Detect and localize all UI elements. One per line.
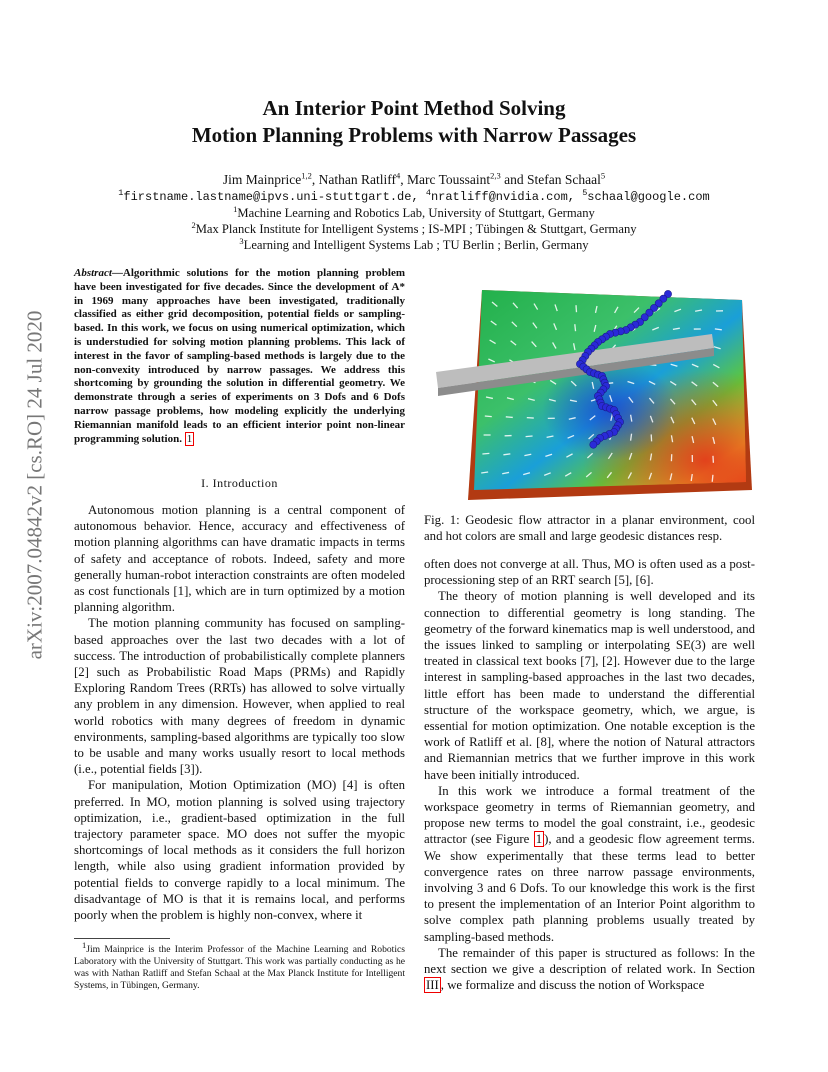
paragraph: For manipulation, Motion Optimization (MO) [4] is often preferred. In MO, motion planning is solved using trajectory optimization, i.e., gradient-based optimization in the full trajectory parameter space. MO does not suffer the myopic shortcomings of local methods as it considers the full horizon length, while also using gradient information provided by potential fields to converge rapidly to a local minimum. The disadvantage of MO is that it is remains local, and performs poorly when the problem is highly non-convex, where it: [74, 778, 405, 923]
author-name: Nathan Ratliff: [318, 172, 396, 187]
section-heading: I. Introduction: [201, 476, 278, 490]
author-name: Stefan Schaal: [527, 172, 601, 187]
affiliation-2: $^2$Max Planck Institute for Intelligent Systems ; IS-MPI ; Tübingen & Stuttgart, Germany: [191, 219, 637, 236]
paragraph: Autonomous motion planning is a central component of autonomous behavior. Hence, accuracy and effectiveness of motion planning algorithms can have dramatic impacts in terms of safety and acceptance of robots. Indeed, safety and more generally human-robot interaction constraints are often modeled as cost functionals [1], which are in turn optimized by a motion planning algorithm.: [74, 503, 405, 615]
author-list: Jim Mainprice$^{1,2}$, Nathan Ratliff$^4$, Marc Toussaint$^{2,3}$ and Stefan Schaal$^5$: [222, 170, 606, 187]
figure-geodesic-flow: [430, 272, 758, 504]
arxiv-stamp: arXiv:2007.04842v2 [cs.RO] 24 Jul 2020: [22, 310, 47, 660]
abstract-label: Abstract: [74, 267, 112, 279]
paragraph: The theory of motion planning is well developed and its connection to differential geometry is long standing. The geometry of the forward kinematics map is well understood, and the issues linked to sampling or interpolating SE(3) are well treated in classical text books [7], [2]. However due to the large interest in sampling-based approaches in the last two decades, little effort has been made to understand the differential structure of the workspace geometry, which, we argue, is essential for motion optimization. One notable exception is the work of Ratliff et al. [8], where the notion of Natural attractors and Riemannian metrics that we further improve in this work have been initially introduced.: [424, 589, 755, 782]
author-name: Jim Mainprice: [222, 172, 302, 187]
footnote-rule: [74, 938, 170, 939]
geodesic-flow-illustration: [430, 272, 758, 504]
figure-caption: Fig. 1: Geodesic flow attractor in a planar environment, cool and hot colors are small and large geodesic distances resp.: [424, 513, 755, 544]
paragraph: In this work we introduce a formal treatment of the workspace geometry in terms of Riemannian geometry, and propose new terms to model the goal constraint, i.e., geodesic attractor (see Figure 1 ), and a geodesic flow agreement terms. We show experimentally that these terms lead to better convergence rates on three narrow passage environments, involving 3 and 6 Dofs. To our knowledge this work is the first to present the implementation of an Interior Point algorithm to solve complex path planning problems usually treated by sampling-based methods.: [424, 783, 755, 944]
abstract-text: Algorithmic solutions for the motion planning problem have been investigated for five decades. Since the development of A* in 1969 many approaches have been investigated, traditionally classified as either grid decomposition, potential fields or sampling-based. In this work, we focus on using numerical optimization, which is understudied for solving motion planning problems. This lack of interest in the favor of sampling-based methods is largely due to the non-convexity introduced by narrow passages. We address this shortcoming by grounding the solution in differential geometry. We demonstrate through a series of experiments on 3 Dofs and 6 Dofs narrow passage problems, how modeling explicitly the underlying Riemannian manifold leads to an efficient interior point non-linear programming solution.: [74, 267, 405, 445]
affiliation-1: $^1$Machine Learning and Robotics Lab, University of Stuttgart, Germany: [233, 203, 595, 220]
right-column: [424, 556, 755, 993]
paragraph: often does not converge at all. Thus, MO is often used as a post-processioning step of an RRT search [5], [6].: [424, 557, 755, 588]
paragraph: The remainder of this paper is structured as follows: In the next section we give a description of related work. In Section III , we formalize and discuss the notion of Workspace: [424, 945, 755, 993]
footnote-link[interactable]: 1: [186, 432, 193, 445]
author-emails: $^1$firstname.lastname@ipvs.uni-stuttgart.de, $^4$nratliff@nvidia.com, $^5$schaal@google.com: [118, 188, 710, 204]
figure-link[interactable]: 1: [535, 832, 543, 847]
paragraph: The motion planning community has focused on sampling-based approaches over the last two decades with a lot of success. The introduction of probabilistically complete planners [2] such as Probabilistic Road Maps (PRMs) and Rapidly Exploring Random Trees (RRTs) has allowed to solve virtually any problem in any dimension. However, when applied to real world robotics with many degrees of freedom in dynamic environments, sampling-based algorithms are typically too slow to be usable and many works usually resort to local methods (i.e., potential fields [3]).: [74, 616, 405, 777]
paper-title-line2: Motion Planning Problems with Narrow Passages: [191, 123, 637, 147]
section-link[interactable]: III: [426, 978, 439, 993]
paper-title-line1: An Interior Point Method Solving: [262, 96, 566, 120]
left-column: [74, 502, 405, 923]
affiliation-3: $^3$Learning and Intelligent Systems Lab ; TU Berlin ; Berlin, Germany: [239, 235, 589, 252]
author-name: Marc Toussaint: [406, 172, 491, 187]
footnote: $^1$Jim Mainprice is the Interim Professor of the Machine Learning and Robotics Laboratory with the University of Stuttgart. This work was partially conducting as he was with Nathan Ratliff and Stefan Schaal at the Max Planck Institute for Intelligent Systems, in Tübingen, Germany.: [74, 939, 405, 991]
abstract: Abstract—Algorithmic solutions for the motion planning problem have been investigated for five decades. Since the development of A* in 1969 many approaches have been investigated, traditionally classified as either grid decomposition, potential fields or sampling-based. In this work, we focus on using numerical optimization, which is understudied for solving motion planning problems. This lack of interest in the favor of sampling-based methods is largely due to the non-convexity introduced by narrow passages. We address this shortcoming by grounding the solution in differential geometry. We demonstrate through a series of experiments on 3 Dofs and 6 Dofs narrow passage problems, how modeling explicitly the underlying Riemannian manifold leads to an efficient interior point non-linear programming solution. 1: [74, 267, 405, 445]
